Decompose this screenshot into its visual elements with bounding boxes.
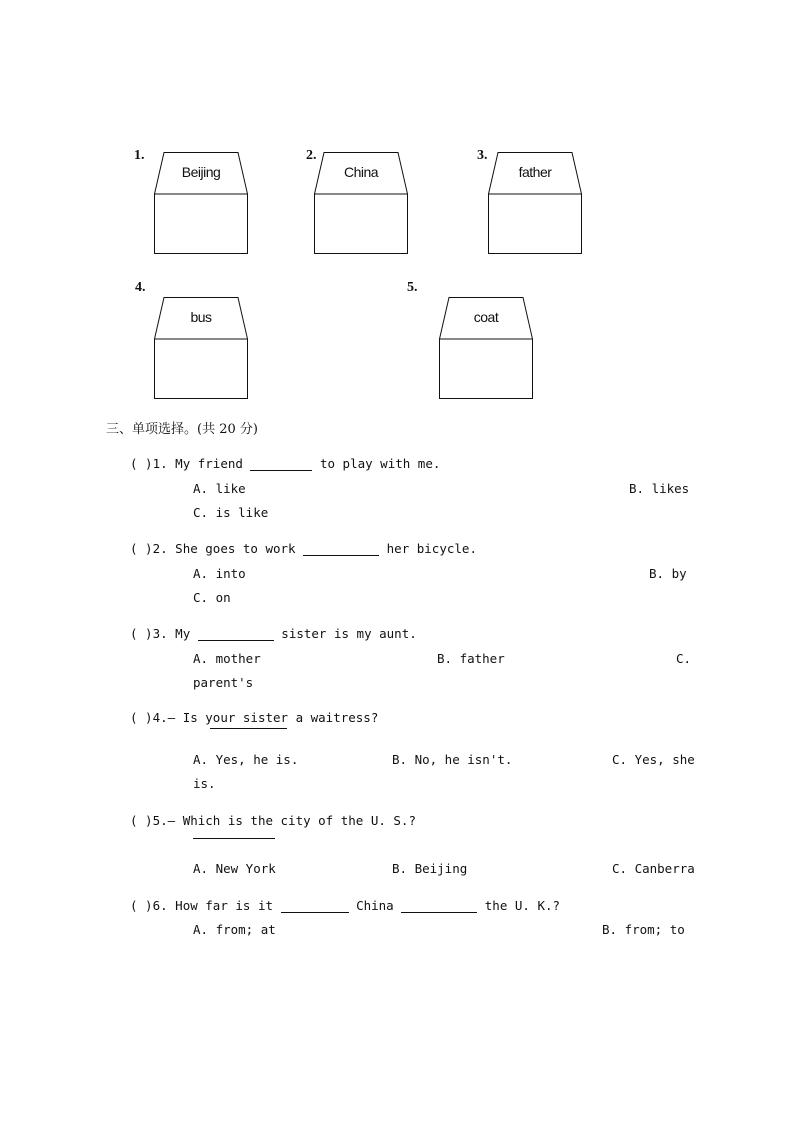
- house-word: China: [343, 164, 379, 180]
- question-4: [130, 710, 378, 725]
- question-2: [130, 541, 477, 556]
- option-b[interactable]: B. No, he isn't.: [392, 752, 513, 767]
- house-word: father: [518, 164, 552, 180]
- answer-blank-1[interactable]: [281, 900, 349, 913]
- question-stem: — Is your sister a waitress?: [167, 710, 379, 725]
- question-6: [130, 898, 560, 913]
- answer-blank[interactable]: [303, 543, 379, 556]
- option-c-continued: parent's: [193, 675, 254, 690]
- option-c-continued: is.: [193, 776, 216, 791]
- question-stem: — Which is the city of the U. S.?: [167, 813, 416, 828]
- option-b[interactable]: B. Beijing: [392, 861, 468, 876]
- question-stem-mid: China: [356, 898, 394, 913]
- word-house-2: [314, 152, 408, 254]
- house-number-2: 2.: [306, 148, 317, 163]
- option-c[interactable]: C. is like: [193, 505, 269, 520]
- option-c[interactable]: C. on: [193, 590, 231, 605]
- question-stem-pre: She goes to work: [175, 541, 296, 556]
- house-number-3: 3.: [477, 148, 488, 163]
- option-c[interactable]: C. Canberra: [612, 861, 695, 876]
- question-5: [130, 813, 416, 828]
- answer-blank-2[interactable]: [401, 900, 477, 913]
- answer-paren[interactable]: ( )5.: [130, 813, 168, 828]
- question-3: [130, 626, 417, 641]
- option-b[interactable]: B. by: [649, 566, 687, 581]
- house-number-4: 4.: [135, 280, 146, 295]
- option-c[interactable]: C.: [676, 651, 692, 666]
- word-house-3: [488, 152, 582, 254]
- answer-line[interactable]: [210, 728, 287, 729]
- option-a[interactable]: A. mother: [193, 651, 261, 666]
- answer-line[interactable]: [193, 838, 275, 839]
- answer-paren[interactable]: ( )1.: [130, 456, 168, 471]
- option-a[interactable]: A. New York: [193, 861, 276, 876]
- house-number-5: 5.: [407, 280, 418, 295]
- answer-blank[interactable]: [250, 458, 312, 471]
- question-stem-pre: How far is it: [175, 898, 274, 913]
- option-a[interactable]: A. Yes, he is.: [193, 752, 299, 767]
- question-stem-post: to play with me.: [319, 456, 441, 471]
- section-title: 三、单项选择。(共 20 分): [106, 422, 258, 437]
- answer-paren[interactable]: ( )2.: [130, 541, 168, 556]
- option-b[interactable]: B. likes: [629, 481, 690, 496]
- answer-paren[interactable]: ( )4.: [130, 710, 168, 725]
- word-house-4: [154, 297, 248, 399]
- question-1: [130, 456, 440, 471]
- option-a[interactable]: A. like: [193, 481, 246, 496]
- option-b[interactable]: B. father: [437, 651, 505, 666]
- word-house-1: [154, 152, 248, 254]
- question-stem-post: her bicycle.: [386, 541, 477, 556]
- question-stem-post: sister is my aunt.: [281, 626, 417, 641]
- question-stem-pre: My: [175, 626, 191, 641]
- option-a[interactable]: A. into: [193, 566, 246, 581]
- word-house-5: [439, 297, 533, 399]
- house-word: Beijing: [181, 164, 221, 180]
- question-stem-pre: My friend: [175, 456, 243, 471]
- house-word: coat: [473, 309, 499, 325]
- option-a[interactable]: A. from; at: [193, 922, 276, 937]
- question-stem-post: the U. K.?: [484, 898, 561, 913]
- house-word: bus: [190, 309, 212, 325]
- option-c[interactable]: C. Yes, she: [612, 752, 695, 767]
- house-number-1: 1.: [134, 148, 145, 163]
- answer-paren[interactable]: ( )6.: [130, 898, 168, 913]
- option-b[interactable]: B. from; to: [602, 922, 685, 937]
- answer-blank[interactable]: [198, 628, 274, 641]
- answer-paren[interactable]: ( )3.: [130, 626, 168, 641]
